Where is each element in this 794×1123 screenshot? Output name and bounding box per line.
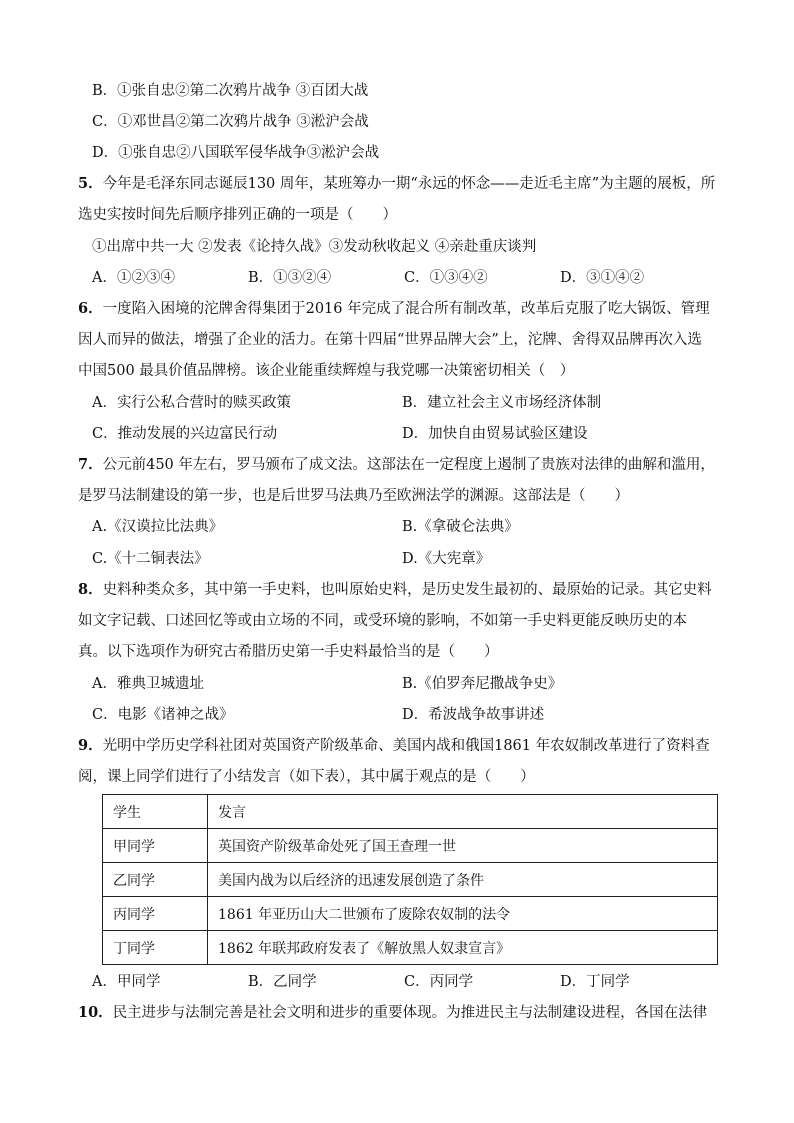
q4-option-b: B．①张自忠②第二次鸦片战争 ③百团大战 (92, 83, 369, 99)
q4-option-d: D．①张自忠②八国联军侵华战争③淞沪会战 (92, 145, 380, 161)
q5-items: ①出席中共一大 ②发表《论持久战》③发动秋收起义 ④亲赴重庆谈判 (92, 239, 537, 255)
q5-stem-line1 (78, 174, 716, 194)
q10-text: 民主进步与法制完善是社会文明和进步的重要体现。为推进民主与法制建设进程，各国在法律 (112, 1005, 708, 1021)
q7-stem-line1 (78, 455, 716, 475)
question-number: 5． (78, 175, 103, 192)
q8-option-d: D．希波战争故事讲述 (402, 707, 545, 723)
q8-option-b: B.《伯罗奔尼撒战争史》 (402, 676, 563, 692)
q10-stem-line1 (78, 1003, 716, 1023)
q6-option-b: B．建立社会主义市场经济体制 (402, 395, 602, 411)
table-cell-statement: 美国内战为以后经济的迅速发展创造了条件 (208, 863, 718, 897)
q8-text: 史料种类众多，其中第一手史料，也叫原始史料，是历史发生最初的、最原始的记录。其它史料 (102, 582, 712, 598)
q6-option-a: A．实行公私合营时的赎买政策 (92, 395, 291, 411)
q6-option-c: C．推动发展的兴边富民行动 (92, 426, 278, 442)
question-number: 10． (78, 1004, 113, 1021)
table-cell-student: 丁同学 (103, 931, 208, 965)
q5-option-c: C．①③④② (404, 270, 488, 286)
q9-option-c: C．丙同学 (404, 974, 474, 990)
q6-stem-line1 (78, 299, 716, 319)
q6-text: 一度陷入困境的沱牌舍得集团于2016 年完成了混合所有制改革，改革后克服了吃大锅饭、管理 (102, 301, 710, 317)
q8-stem-line3: 真。以下选项作为研究古希腊历史第一手史料最恰当的是（ ） (78, 644, 499, 660)
table-cell-student: 乙同学 (103, 863, 208, 897)
q9-text: 光明中学历史学科社团对英国资产阶级革命、美国内战和俄国1861 年农奴制改革进行了资料查 (102, 738, 710, 754)
q9-stem-line2: 阅，课上同学们进行了小结发言（如下表），其中属于观点的是（ ） (78, 769, 535, 785)
q7-option-b: B.《拿破仑法典》 (402, 519, 519, 535)
question-number: 8． (78, 581, 103, 598)
table-header-statement: 发言 (208, 795, 718, 829)
q5-option-a: A．①②③④ (92, 270, 175, 286)
table-header-row (103, 795, 718, 829)
q5-option-b: B．①③②④ (248, 270, 332, 286)
q8-option-c: C．电影《诸神之战》 (92, 707, 234, 723)
q8-option-a: A．雅典卫城遗址 (92, 676, 204, 692)
table-cell-student: 甲同学 (103, 829, 208, 863)
question-number: 7． (78, 456, 103, 473)
q7-option-a: A.《汉谟拉比法典》 (92, 519, 224, 535)
table-header-student: 学生 (103, 795, 208, 829)
q5-stem-line2: 选史实按时间先后顺序排列正确的一项是（ ） (78, 207, 397, 223)
question-number: 6． (78, 300, 103, 317)
q8-stem-line1 (78, 580, 716, 600)
table-cell-statement: 英国资产阶级革命处死了国王查理一世 (208, 829, 718, 863)
table-row (103, 931, 718, 965)
q5-option-d: D．③①④② (560, 270, 645, 286)
q7-text: 公元前450 年左右，罗马颁布了成文法。这部法在一定程度上遏制了贵族对法律的曲解和滥用， (102, 457, 715, 473)
q9-option-d: D．丁同学 (560, 974, 630, 990)
q4-option-c: C．①邓世昌②第二次鸦片战争 ③淞沪会战 (92, 114, 369, 130)
q9-option-b: B．乙同学 (248, 974, 317, 990)
q6-stem-line3: 中国500 最具价值品牌榜。该企业能重续辉煌与我党哪一决策密切相关（ ） (78, 363, 575, 379)
table-row (103, 897, 718, 931)
table-cell-statement: 1862 年联邦政府发表了《解放黑人奴隶宣言》 (208, 931, 718, 965)
q6-option-d: D．加快自由贸易试验区建设 (402, 426, 588, 442)
table-cell-student: 丙同学 (103, 897, 208, 931)
q5-text: 今年是毛泽东同志诞辰130 周年，某班筹办一期“永远的怀念——走近毛主席”为主题的展板，所 (102, 176, 716, 192)
q7-stem-line2: 是罗马法制建设的第一步，也是后世罗马法典乃至欧洲法学的渊源。这部法是（ ） (78, 488, 629, 504)
table-row (103, 829, 718, 863)
q7-option-d: D.《大宪章》 (402, 551, 491, 567)
question-number: 9． (78, 737, 103, 754)
q9-stem-line1 (78, 736, 716, 756)
q6-stem-line2: 因人而异的做法，增强了企业的活力。在第十四届“世界品牌大会”上，沱牌、舍得双品牌再次入选 (78, 332, 702, 348)
q9-table (102, 794, 718, 965)
table-row (103, 863, 718, 897)
q8-stem-line2: 如文字记载、口述回忆等或由立场的不同，或受环境的影响，不如第一手史料更能反映历史的本 (78, 613, 687, 629)
q7-option-c: C.《十二铜表法》 (92, 551, 209, 567)
table-cell-statement: 1861 年亚历山大二世颁布了废除农奴制的法令 (208, 897, 718, 931)
q9-option-a: A．甲同学 (92, 974, 161, 990)
